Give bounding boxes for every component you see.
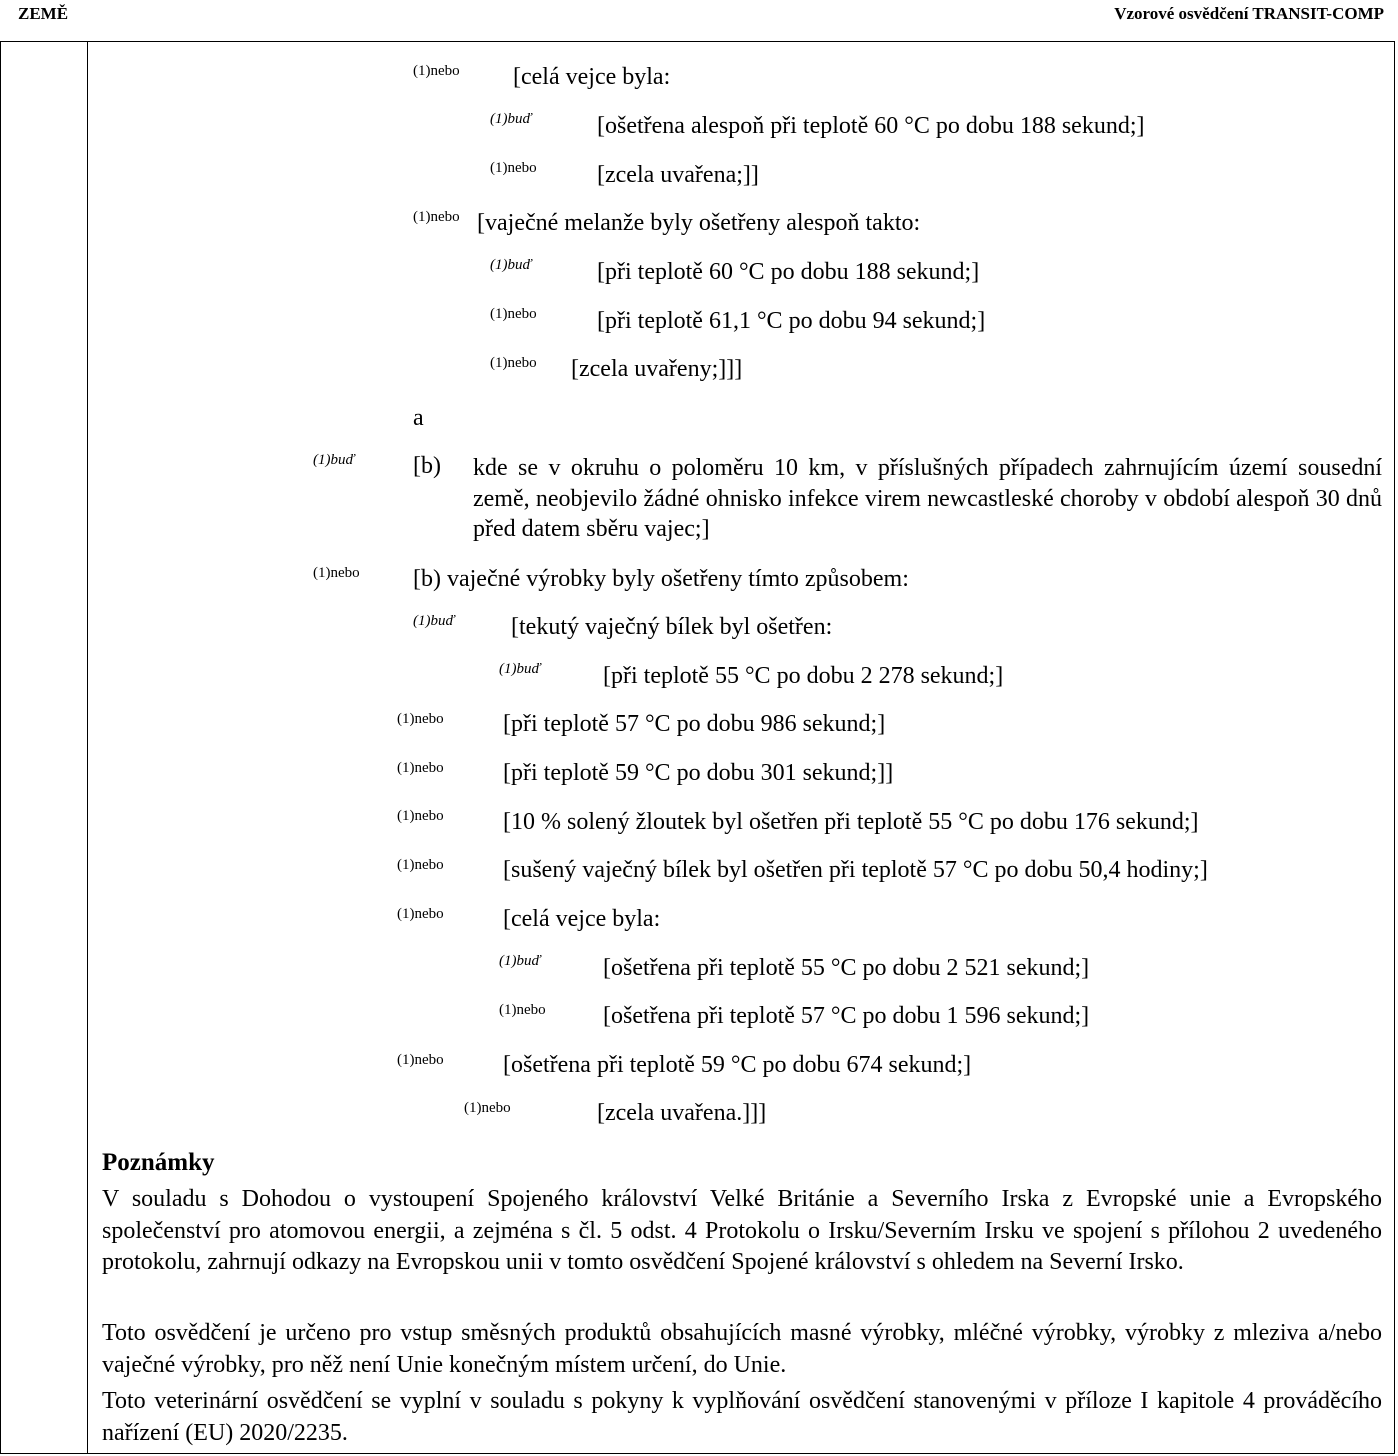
marker-nebo: (1)nebo (490, 306, 537, 322)
line-dried-white: [sušený vaječný bílek byl ošetřen při teplotě 57 °C po dobu 50,4 hodiny;] (503, 857, 1208, 883)
line-eggs-57c: [ošetřena při teplotě 57 °C po dobu 1 596 sekund;] (603, 1003, 1090, 1029)
line-egg-mixtures: [vaječné melanže byly ošetřeny alespoň takto: (477, 210, 921, 236)
marker-bud: (1)buď (499, 661, 541, 677)
header-certificate-title: Vzorové osvědčení TRANSIT-COMP (1114, 4, 1384, 23)
line-egg-products-treated: [b) vaječné výrobky byly ošetřeny tímto způsobem: (413, 566, 909, 592)
header-country: ZEMĚ (18, 4, 69, 23)
marker-nebo: (1)nebo (464, 1100, 511, 1116)
notes-paragraph-1: V souladu s Dohodou o vystoupení Spojeného království Velké Británie a Severního Irska z Evropské unie a Evropského společenství pro atomovou energii, a zejména s čl. 5 odst. 4 Protokolu o Irsku/Severním Irsku ve spojení s přílohou 2 uvedeného protokolu, zahrnují odkazy na Evropskou unii v tomto osvědčení Spojené království s ohledem na Severní Irsko. (102, 1186, 1382, 1275)
marker-nebo: (1)nebo (313, 565, 360, 581)
line-liquid-white: [tekutý vaječný bílek byl ošetřen: (511, 614, 833, 640)
marker-nebo: (1)nebo (397, 760, 444, 776)
marker-nebo: (1)nebo (499, 1002, 546, 1018)
line-whole-eggs-2: [celá vejce byla: (503, 906, 661, 932)
marker-nebo: (1)nebo (413, 63, 460, 79)
item-b-text: kde se v okruhu o poloměru 10 km, v příslušných případech zahrnujícím území sousední země, neobjevilo žádné ohnisko infekce virem newcastleské choroby v období alespoň 30 dnů před datem sběru vajec;] (473, 455, 1382, 542)
line-treated-60c: [ošetřena alespoň při teplotě 60 °C po dobu 188 sekund;] (597, 113, 1145, 139)
line-whole-eggs: [celá vejce byla: (513, 64, 671, 90)
line-salted-yolk: [10 % solený žloutek byl ošetřen při teplotě 55 °C po dobu 176 sekund;] (503, 809, 1199, 835)
item-b-label: [b) (413, 453, 441, 479)
marker-nebo: (1)nebo (397, 1052, 444, 1068)
marker-bud: (1)buď (490, 257, 532, 273)
marker-nebo: (1)nebo (413, 209, 460, 225)
marker-nebo: (1)nebo (490, 160, 537, 176)
marker-nebo: (1)nebo (397, 906, 444, 922)
marker-nebo: (1)nebo (397, 711, 444, 727)
marker-bud: (1)buď (313, 452, 355, 468)
marker-bud: (1)buď (413, 613, 455, 629)
line-white-59c: [při teplotě 59 °C po dobu 301 sekund;]] (503, 760, 894, 786)
marker-nebo: (1)nebo (490, 355, 537, 371)
line-mix-60c: [při teplotě 60 °C po dobu 188 sekund;] (597, 259, 980, 285)
marker-bud: (1)buď (490, 111, 532, 127)
notes-paragraph-2: Toto osvědčení je určeno pro vstup směsných produktů obsahujících masné výrobky, mléčné výrobky, výrobky z mleziva a/nebo vaječné výrobky, pro něž není Unie konečným místem určení, do Unie. (102, 1320, 1382, 1378)
column-divider (87, 42, 88, 1453)
line-eggs-59c: [ošetřena při teplotě 59 °C po dobu 674 sekund;] (503, 1052, 972, 1078)
marker-nebo: (1)nebo (397, 857, 444, 873)
line-mix-61c: [při teplotě 61,1 °C po dobu 94 sekund;] (597, 308, 986, 334)
marker-nebo: (1)nebo (397, 808, 444, 824)
line-mix-cooked: [zcela uvařeny;]]] (571, 356, 743, 382)
line-eggs-55c: [ošetřena při teplotě 55 °C po dobu 2 521 sekund;] (603, 955, 1090, 981)
item-b-no-outbreak (473, 453, 1382, 545)
notes-paragraph-3: Toto veterinární osvědčení se vyplní v souladu s pokyny k vyplňování osvědčení stanovenými v příloze I kapitole 4 prováděcího nařízení (EU) 2020/2235. (102, 1388, 1382, 1446)
line-white-55c: [při teplotě 55 °C po dobu 2 278 sekund;] (603, 663, 1004, 689)
line-white-57c: [při teplotě 57 °C po dobu 986 sekund;] (503, 711, 886, 737)
notes-title: Poznámky (102, 1149, 215, 1176)
marker-bud: (1)buď (499, 953, 541, 969)
conjunction-and: a (413, 405, 424, 431)
line-fully-cooked: [zcela uvařena;]] (597, 162, 759, 188)
line-eggs-cooked: [zcela uvařena.]]] (597, 1100, 767, 1126)
